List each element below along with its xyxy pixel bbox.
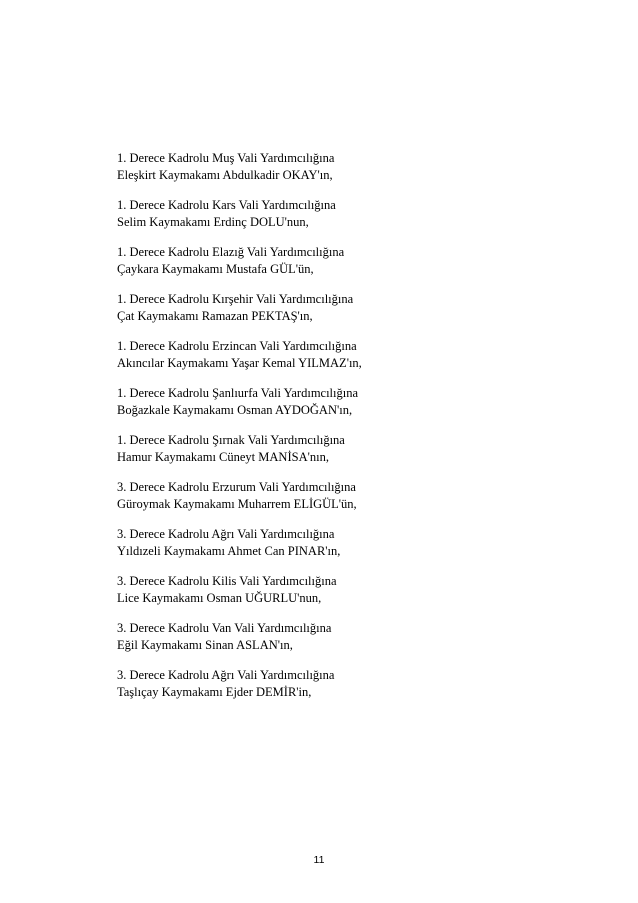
appointee-line: Taşlıçay Kaymakamı Ejder DEMİR'in, <box>117 685 312 699</box>
appointment-entry <box>117 338 537 385</box>
appointee-line: Çaykara Kaymakamı Mustafa GÜL'ün, <box>117 262 314 276</box>
position-line: 1. Derece Kadrolu Kars Vali Yardımcılığına <box>117 198 336 212</box>
position-line: 1. Derece Kadrolu Muş Vali Yardımcılığına <box>117 151 335 165</box>
appointee-line: Eğil Kaymakamı Sinan ASLAN'ın, <box>117 638 293 652</box>
appointment-entry <box>117 197 537 244</box>
position-line: 3. Derece Kadrolu Ağrı Vali Yardımcılığına <box>117 668 335 682</box>
position-line: 1. Derece Kadrolu Şanlıurfa Vali Yardımcılığına <box>117 386 359 400</box>
position-line: 1. Derece Kadrolu Elazığ Vali Yardımcılığına <box>117 245 345 259</box>
appointment-entry <box>117 385 537 432</box>
position-line: 1. Derece Kadrolu Şırnak Vali Yardımcılığına <box>117 433 345 447</box>
appointment-entry <box>117 667 537 714</box>
position-line: 3. Derece Kadrolu Van Vali Yardımcılığına <box>117 621 332 635</box>
position-line: 3. Derece Kadrolu Kilis Vali Yardımcılığına <box>117 574 337 588</box>
position-line: 3. Derece Kadrolu Erzurum Vali Yardımcılığına <box>117 480 356 494</box>
appointee-line: Eleşkirt Kaymakamı Abdulkadir OKAY'ın, <box>117 168 333 182</box>
appointee-line: Boğazkale Kaymakamı Osman AYDOĞAN'ın, <box>117 403 353 417</box>
position-line: 3. Derece Kadrolu Ağrı Vali Yardımcılığına <box>117 527 335 541</box>
appointee-line: Akıncılar Kaymakamı Yaşar Kemal YILMAZ'ın, <box>117 356 362 370</box>
appointment-entry <box>117 150 537 197</box>
appointment-entry <box>117 526 537 573</box>
position-line: 1. Derece Kadrolu Erzincan Vali Yardımcılığına <box>117 339 357 353</box>
appointee-line: Çat Kaymakamı Ramazan PEKTAŞ'ın, <box>117 309 313 323</box>
appointee-line: Hamur Kaymakamı Cüneyt MANİSA'nın, <box>117 450 329 464</box>
appointee-line: Yıldızeli Kaymakamı Ahmet Can PINAR'ın, <box>117 544 341 558</box>
appointee-line: Selim Kaymakamı Erdinç DOLU'nun, <box>117 215 309 229</box>
appointee-line: Güroymak Kaymakamı Muharrem ELİGÜL'ün, <box>117 497 357 511</box>
appointment-entry <box>117 620 537 667</box>
position-line: 1. Derece Kadrolu Kırşehir Vali Yardımcılığına <box>117 292 354 306</box>
appointment-entry <box>117 573 537 620</box>
page-number: 11 <box>313 854 325 866</box>
appointment-entry <box>117 291 537 338</box>
appointment-entry <box>117 244 537 291</box>
appointee-line: Lice Kaymakamı Osman UĞURLU'nun, <box>117 591 322 605</box>
appointment-entry <box>117 432 537 479</box>
appointment-entry <box>117 479 537 526</box>
appointment-list <box>117 150 537 714</box>
